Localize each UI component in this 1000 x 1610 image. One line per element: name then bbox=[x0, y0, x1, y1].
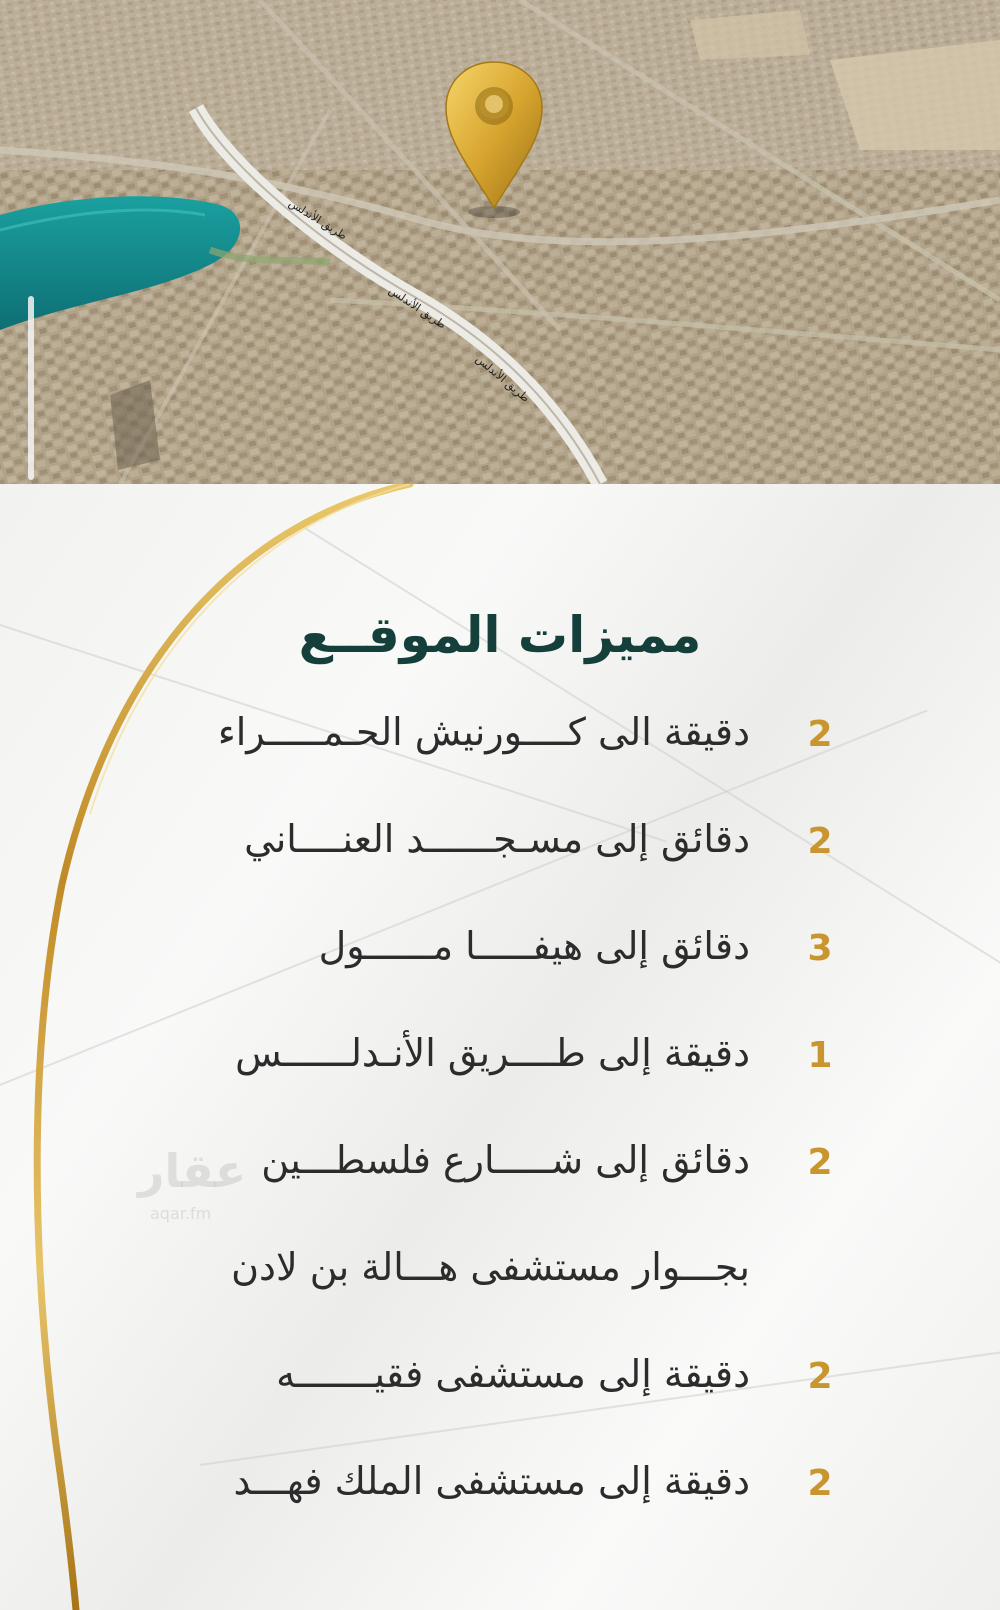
road-label-1: طريق الأندلس bbox=[286, 196, 350, 243]
feature-number: 2 bbox=[807, 714, 833, 755]
feature-number: 2 bbox=[807, 1356, 833, 1397]
feature-text: دقيقة إلى طــــريق الأنـدلــــــس bbox=[235, 1031, 750, 1075]
feature-number: 1 bbox=[807, 1035, 833, 1076]
feature-number: 2 bbox=[807, 1463, 833, 1504]
feature-number: 3 bbox=[807, 928, 833, 969]
feature-text: دقيقة إلى مستشفى فقيـــــــه bbox=[276, 1352, 750, 1396]
aerial-map bbox=[0, 0, 1000, 484]
feature-text: دقائق إلى شـــــارع فلسطـــين bbox=[261, 1138, 750, 1182]
feature-text: دقائق إلى مسـجــــــد العنــــاني bbox=[244, 817, 750, 861]
road-label-3: طريق الأندلس bbox=[473, 352, 533, 405]
watermark: عقار bbox=[138, 1144, 247, 1198]
gold-arc-decoration bbox=[0, 484, 1000, 1610]
scroll-indicator[interactable] bbox=[28, 296, 34, 480]
feature-text: دقيقة الى كــــورنيش الحـمـــــراء bbox=[217, 710, 750, 754]
road-label-2: طريق الأندلس bbox=[386, 283, 449, 332]
feature-text: بجـــوار مستشفى هـــالة بن لادن bbox=[231, 1245, 750, 1289]
feature-number: 2 bbox=[807, 821, 833, 862]
map-graphic bbox=[0, 0, 1000, 484]
feature-number: 2 bbox=[807, 1142, 833, 1183]
feature-text: دقائق إلى هيفـــــا مــــــول bbox=[318, 924, 750, 968]
feature-text: دقيقة إلى مستشفى الملك فهـــد bbox=[233, 1459, 750, 1503]
page-title: مميزات الموقــع bbox=[298, 605, 702, 664]
watermark-sub: aqar.fm bbox=[150, 1204, 212, 1223]
